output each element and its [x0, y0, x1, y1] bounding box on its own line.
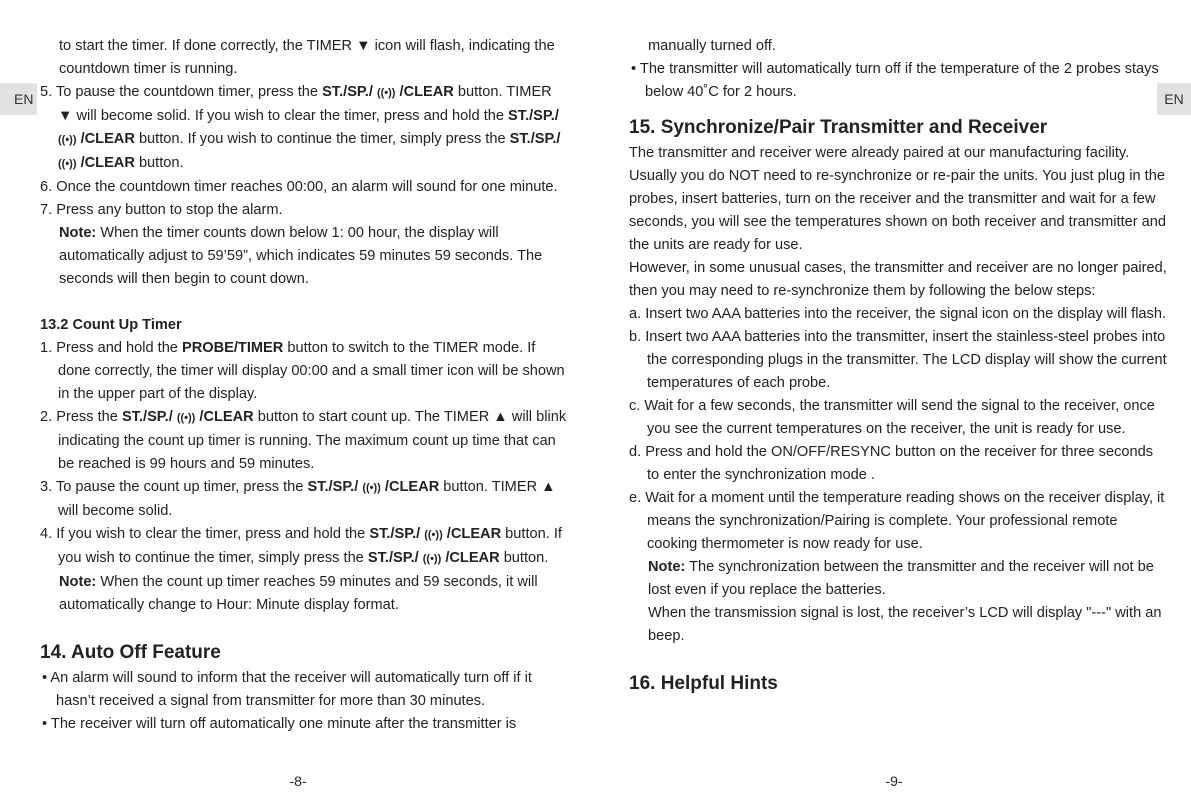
sync-paragraph-1: The transmitter and receiver were already paired at our manufacturing facility. Usually you do NOT need to re-synchronize or re-pair the units. You just plug in the probes, insert batteries, turn on the receiver and the transmitter and wait for a few seconds, you will see the temperatures shown on both receiver and transmitter and the units are ready for use. — [629, 145, 1167, 253]
signal-icon: ((•)) — [58, 134, 77, 146]
signal-icon: ((•)) — [362, 482, 381, 494]
countdown-step-7: 7. Press any button to stop the alarm. — [40, 202, 283, 218]
page-number-left: -8- — [289, 773, 307, 789]
count-up-step-3: 3. To pause the count up timer, press the ST./SP./ ((•)) /CLEAR button. TIMER ▲ will become solid. — [40, 479, 556, 519]
right-column — [629, 35, 1169, 698]
page-right — [596, 0, 1191, 811]
count-up-note: Note: When the count up timer reaches 59 minutes and 59 seconds, it will automatically change to Hour: Minute display format. — [59, 574, 538, 613]
sync-step-d: d. Press and hold the ON/OFF/RESYNC button on the receiver for three seconds to enter the synchronization mode . — [629, 444, 1154, 483]
count-up-step-1: 1. Press and hold the PROBE/TIMER button to switch to the TIMER mode. If done correctly, the timer will display 00:00 and a small timer icon will be shown in the upper part of the display. — [40, 340, 565, 402]
auto-off-bullet-2: • The receiver will turn off automatically one minute after the transmitter is — [42, 716, 517, 732]
countdown-continued: to start the timer. If done correctly, the TIMER ▼ icon will flash, indicating the countdown timer is running. — [59, 38, 555, 77]
sync-step-e: e. Wait for a moment until the temperature reading shows on the receiver display, it means the synchronization/Pairing is complete. Your professional remote cooking thermometer is now ready for use. — [629, 490, 1165, 552]
count-up-step-4: 4. If you wish to clear the timer, press and hold the ST./SP./ ((•)) /CLEAR button. If you wish to continue the timer, simply press the ST./SP./ ((•)) /CLEAR button. — [40, 526, 562, 566]
sync-step-b: b. Insert two AAA batteries into the transmitter, insert the stainless-steel probes into the corresponding plugs in the transmitter. The LCD display will show the current temperatures of each probe. — [629, 329, 1167, 391]
sync-heading: 15. Synchronize/Pair Transmitter and Receiver — [629, 117, 1048, 138]
signal-icon: ((•)) — [424, 529, 443, 541]
sync-step-a: a. Insert two AAA batteries into the receiver, the signal icon on the display will flash. — [629, 306, 1167, 322]
auto-off-continued: manually turned off. — [648, 38, 776, 54]
sync-note: Note: The synchronization between the transmitter and the receiver will not be lost even if you replace the batteries. — [648, 559, 1154, 598]
countdown-step-6: 6. Once the countdown timer reaches 00:00, an alarm will sound for one minute. — [40, 179, 558, 195]
auto-off-bullet-3: • The transmitter will automatically turn off if the temperature of the 2 probes stays below 40˚C for 2 hours. — [631, 61, 1159, 100]
hints-heading: 16. Helpful Hints — [629, 673, 778, 694]
signal-icon: ((•)) — [58, 158, 77, 170]
signal-icon: ((•)) — [422, 553, 442, 565]
signal-icon: ((•)) — [376, 87, 396, 99]
countdown-note: Note: When the timer counts down below 1: 00 hour, the display will automatically adjust to 59’59”, which indicates 59 minutes 59 seconds. The seconds will then begin to count down. — [59, 225, 543, 287]
sync-paragraph-2: However, in some unusual cases, the transmitter and receiver are no longer paired, then you may need to re-synchronize them by following the below steps: — [629, 260, 1167, 299]
language-tab: EN — [1157, 83, 1191, 115]
countdown-step-5: 5. To pause the countdown timer, press the ST./SP./ ((•)) /CLEAR button. TIMER ▼ will become solid. If you wish to clear the timer, press and hold the ST./SP./ ((•)) /CLEAR button. If you wish to continue the timer, simply press the ST./SP./ ((•)) /CLEAR button. — [40, 84, 561, 171]
page-number-right: -9- — [885, 773, 903, 789]
count-up-heading: 13.2 Count Up Timer — [40, 317, 182, 333]
signal-lost-text: When the transmission signal is lost, the receiver’s LCD will display "---" with an beep. — [648, 605, 1162, 644]
auto-off-heading: 14. Auto Off Feature — [40, 642, 221, 663]
left-column — [40, 35, 570, 736]
auto-off-bullet-1: • An alarm will sound to inform that the receiver will automatically turn off if it hasn’t received a signal from transmitter for more than 30 minutes. — [42, 670, 532, 709]
count-up-step-2: 2. Press the ST./SP./ ((•)) /CLEAR button to start count up. The TIMER ▲ will blink indicating the count up timer is running. The maximum count up time that can be reached is 99 hours and 59 minutes. — [40, 409, 567, 472]
language-tab: EN — [0, 83, 37, 115]
sync-step-c: c. Wait for a few seconds, the transmitter will send the signal to the receiver, once you see the current temperatures on the receiver, the unit is ready for use. — [629, 398, 1155, 437]
signal-icon: ((•)) — [176, 412, 196, 424]
